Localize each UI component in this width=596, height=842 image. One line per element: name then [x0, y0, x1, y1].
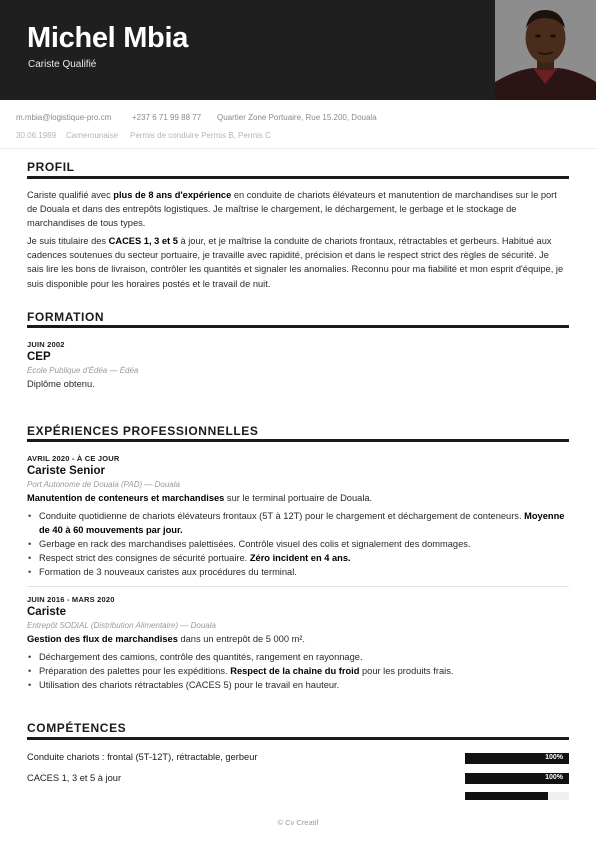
job-title: Cariste Senior: [27, 465, 105, 477]
profil-paragraph-1: Cariste qualifié avec plus de 8 ans d'expérience en conduite de chariots élévateurs et manutention de marchandises sur le port de Douala et dans des entrepôts logistiques. Je maîtrise le chargement, le déchargement, le gerbage et le stockage de marchandises de tous types.: [27, 190, 557, 229]
section-title-formation: FORMATION: [27, 310, 105, 324]
job-date: JUIN 2016 - MARS 2020: [27, 595, 115, 604]
skill-bar-fill: [465, 792, 548, 800]
footer-credit: © Cv Creatif: [277, 818, 319, 827]
job-title: Cariste: [27, 606, 66, 618]
birthdate-text: 30.06.1989: [16, 131, 57, 140]
section-rule: [27, 325, 569, 328]
list-item: • Respect strict des consignes de sécurité portuaire. Zéro incident en 4 ans.: [27, 551, 567, 565]
job-employer: Port Autonome de Douala (PAD) — Douala: [27, 480, 180, 489]
formation-degree: CEP: [27, 351, 51, 363]
section-rule: [27, 176, 569, 179]
contact-bar: [0, 100, 596, 149]
list-item: • Déchargement des camions, contrôle des quantités, rangement en rayonnage.: [27, 650, 567, 664]
section-rule: [27, 737, 569, 740]
resume-header: [0, 0, 596, 100]
skill-label: Conduite chariots : frontal (5T-12T), rétractable, gerbeur: [27, 752, 258, 762]
job-summary: Gestion des flux de marchandises dans un entrepôt de 5 000 m².: [27, 634, 306, 644]
profil-paragraph-2: Je suis titulaire des CACES 1, 3 et 5 à jour, et je maîtrise la conduite de chariots frontaux, rétractables et gerbeurs. Habitué aux cadences soutenues du secteur portuaire, je travaille avec rapidité, précision et dans le respect strict des règles de sécurité. Je sais lire les bons de livraison, contrôler les quantités et signaler les anomalies. Reconnu pour ma fiabilité et mon esprit d'équipe, je suis disponible pour les horaires postés et le travail de nuit.: [27, 236, 564, 289]
skill-bar: [465, 773, 569, 784]
email-text: m.mbia@logistique-pro.cm: [16, 113, 112, 122]
license-text: Permis de conduire Permis B, Permis C: [130, 131, 271, 140]
phone-text: +237 6 71 99 88 77: [132, 113, 202, 122]
job-date: AVRIL 2020 - À CE JOUR: [27, 454, 120, 463]
list-item: • Gerbage en rack des marchandises palettisées. Contrôle visuel des colis et signalement des dommages.: [27, 537, 567, 551]
section-rule: [27, 439, 569, 442]
formation-school: École Publique d'Édéa — Édéa: [27, 366, 139, 375]
list-item: • Utilisation des chariots rétractables (CACES 5) pour le travail en hauteur.: [27, 678, 567, 692]
skill-percent: 100%: [545, 774, 563, 781]
skill-percent: 100%: [545, 754, 563, 761]
job-bullets: [27, 650, 567, 692]
divider: [27, 586, 569, 587]
job-summary: Manutention de conteneurs et marchandises sur le terminal portuaire de Douala.: [27, 493, 373, 503]
section-title-profil: PROFIL: [27, 160, 75, 174]
profile-photo: [495, 0, 596, 100]
address-text: Quartier Zone Portuaire, Rue 15.200, Douala: [217, 113, 377, 122]
section-title-experiences: EXPÉRIENCES PROFESSIONNELLES: [27, 424, 259, 438]
candidate-name: Michel Mbia: [27, 22, 189, 54]
list-item: • Formation de 3 nouveaux caristes aux procédures du terminal.: [27, 565, 567, 579]
skill-bar: [465, 792, 569, 800]
nationality-text: Camerounaise: [66, 131, 119, 140]
section-title-competences: COMPÉTENCES: [27, 721, 127, 735]
job-employer: Entrepôt SODIAL (Distribution Alimentaire) — Douala: [27, 621, 216, 630]
skill-label: CACES 1, 3 et 5 à jour: [27, 773, 122, 783]
list-item: • Conduite quotidienne de chariots élévateurs frontaux (5T à 12T) pour le chargement et déchargement de conteneurs. Moyenne de 40 à 60 mouvements par jour.: [27, 509, 567, 537]
formation-note: Diplôme obtenu.: [27, 379, 95, 389]
job-bullets: [27, 509, 567, 579]
candidate-role: Cariste Qualifié: [28, 59, 97, 70]
skill-bar: [465, 753, 569, 764]
list-item: • Préparation des palettes pour les expéditions. Respect de la chaîne du froid pour les produits frais.: [27, 664, 567, 678]
formation-date: JUIN 2002: [27, 340, 65, 349]
